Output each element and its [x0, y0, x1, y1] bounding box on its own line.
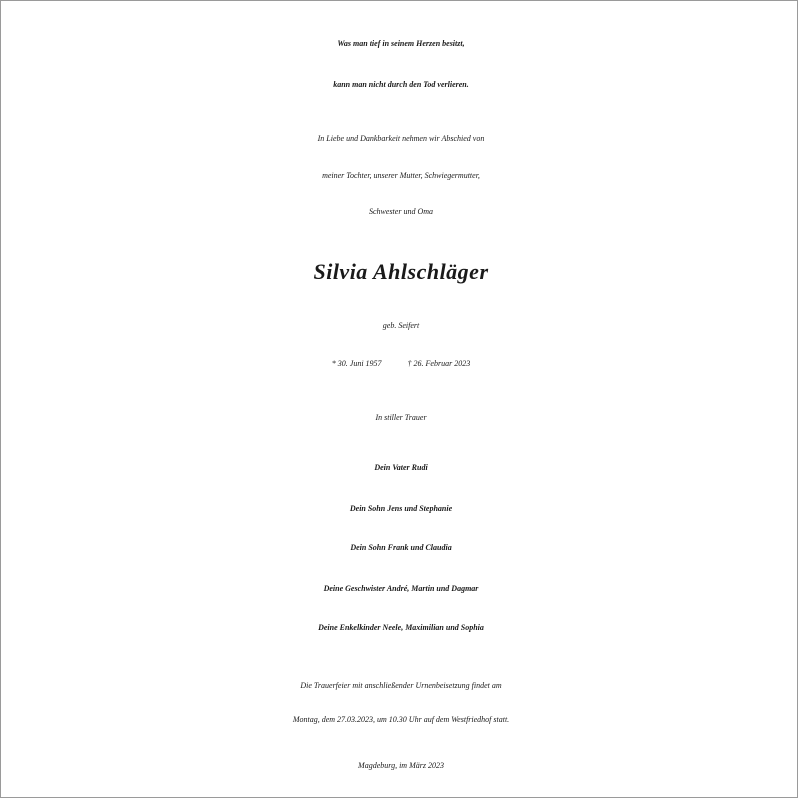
motto-line-2: kann man nicht durch den Tod verlieren. [333, 80, 469, 89]
life-dates [1, 359, 800, 368]
mourner-1: Dein Vater Rudi [374, 463, 428, 472]
birth-date: * 30. Juni 1957 [331, 359, 382, 368]
intro-line-3: Schwester und Oma [369, 207, 433, 216]
mourner-5: Deine Enkelkinder Neele, Maximilian und Sophia [318, 623, 484, 632]
mourning-line: In stiller Trauer [375, 413, 427, 422]
mourner-3: Dein Sohn Frank und Claudia [350, 543, 452, 552]
intro-line-1: In Liebe und Dankbarkeit nehmen wir Abschied von [317, 134, 485, 143]
funeral-notice-line-2: Montag, dem 27.03.2023, um 10.30 Uhr auf dem Westfriedhof statt. [292, 715, 510, 724]
funeral-notice-line-1: Die Trauerfeier mit anschließender Urnenbeisetzung findet am [300, 681, 502, 690]
death-date: † 26. Februar 2023 [407, 359, 471, 368]
deceased-name: Silvia Ahlschläger [313, 259, 489, 284]
intro-line-2: meiner Tochter, unserer Mutter, Schwiegermutter, [322, 171, 480, 180]
place-date: Magdeburg, im März 2023 [358, 761, 444, 770]
mourner-4: Deine Geschwister André, Martin und Dagmar [323, 584, 479, 593]
birth-name: geb. Seifert [382, 321, 420, 330]
mourner-2: Dein Sohn Jens und Stephanie [349, 504, 453, 513]
motto-line-1: Was man tief in seinem Herzen besitzt, [337, 39, 465, 48]
